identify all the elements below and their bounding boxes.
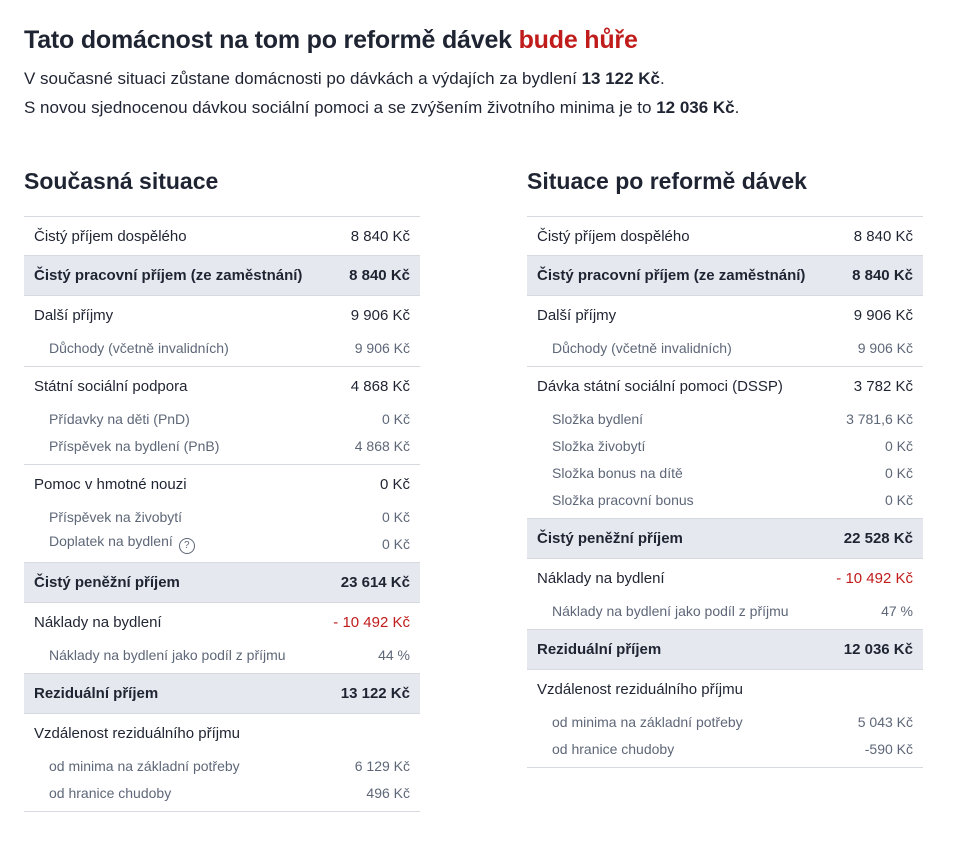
- page-title: [24, 24, 964, 56]
- other-income-group: [24, 296, 420, 367]
- table-subrow: od hranice chudoby -590 Kč: [552, 740, 913, 757]
- table-subrow: Doplatek na bydlení ? 0 Kč: [24, 530, 420, 557]
- summary-line-current: V současné situaci zůstane domácnosti po dávkách a výdajích za bydlení 13 122 Kč.: [24, 69, 665, 88]
- summary: [24, 64, 964, 122]
- table-subrow: Složka živobytí 0 Kč: [552, 437, 913, 454]
- housing-costs-group: [24, 603, 420, 674]
- table-row: Reziduální příjem 12 036 Kč: [537, 641, 913, 658]
- housing-costs-group: [527, 559, 923, 630]
- table-subrow: od minima na základní potřeby 5 043 Kč: [552, 713, 913, 730]
- summary-line-reform: S novou sjednocenou dávkou sociální pomoci a se zvýšením životního minima je to 12 036 Kč.: [24, 98, 740, 117]
- reform-situation-table: [527, 216, 923, 768]
- table-row: Čistý peněžní příjem 23 614 Kč: [34, 574, 410, 591]
- table-row: Náklady na bydlení - 10 492 Kč: [537, 569, 913, 587]
- dssp-group: [527, 367, 923, 519]
- net-money-group: [24, 563, 420, 603]
- net-work-group: [527, 256, 923, 296]
- current-situation-panel: [24, 166, 420, 812]
- table-row: Náklady na bydlení - 10 492 Kč: [34, 613, 410, 631]
- net-money-group: [527, 519, 923, 559]
- table-subrow: Složka bydlení 3 781,6 Kč: [552, 410, 913, 427]
- table-row: Vzdálenost reziduálního příjmu: [537, 680, 743, 698]
- table-subrow: Příspěvek na živobytí 0 Kč: [49, 508, 410, 525]
- table-subrow: Přídavky na děti (PnD) 0 Kč: [49, 410, 410, 427]
- net-adult-group: [24, 217, 420, 256]
- table-row: Další příjmy 9 906 Kč: [34, 306, 410, 324]
- reform-residual-value: 12 036 Kč: [656, 98, 735, 117]
- table-subrow: Příspěvek na bydlení (PnB) 4 868 Kč: [49, 437, 410, 454]
- table-row: Čistý pracovní příjem (ze zaměstnání) 8 840 Kč: [537, 267, 913, 284]
- current-situation-title: Současná situace: [24, 168, 219, 194]
- table-subrow: od hranice chudoby 496 Kč: [49, 784, 410, 801]
- table-row: Čistý příjem dospělého 8 840 Kč: [34, 227, 410, 245]
- table-row: Státní sociální podpora 4 868 Kč: [34, 377, 410, 395]
- table-subrow: Složka pracovní bonus 0 Kč: [552, 491, 913, 508]
- table-subrow: Náklady na bydlení jako podíl z příjmu 47 %: [552, 602, 913, 619]
- title-prefix: Tato domácnost na tom po reformě dávek: [24, 26, 512, 54]
- title-verdict: bude hůře: [518, 26, 638, 54]
- residual-group: [24, 674, 420, 714]
- question-circle-icon[interactable]: ?: [179, 538, 195, 554]
- net-work-group: [24, 256, 420, 296]
- table-row: Další příjmy 9 906 Kč: [537, 306, 913, 324]
- reform-situation-title: Situace po reformě dávek: [527, 168, 807, 194]
- table-row: Čistý příjem dospělého 8 840 Kč: [537, 227, 913, 245]
- table-row: Čistý peněžní příjem 22 528 Kč: [537, 530, 913, 547]
- table-subrow: od minima na základní potřeby 6 129 Kč: [49, 757, 410, 774]
- table-subrow: Důchody (včetně invalidních) 9 906 Kč: [49, 339, 410, 356]
- distance-group: [527, 670, 923, 768]
- table-row: Čistý pracovní příjem (ze zaměstnání) 8 840 Kč: [34, 267, 410, 284]
- state-support-group: [24, 367, 420, 465]
- material-need-group: [24, 465, 420, 563]
- current-situation-table: [24, 216, 420, 812]
- table-row: Dávka státní sociální pomoci (DSSP) 3 782 Kč: [537, 377, 913, 395]
- other-income-group: [527, 296, 923, 367]
- reform-situation-panel: [527, 166, 923, 768]
- net-adult-group: [527, 217, 923, 256]
- table-subrow: Důchody (včetně invalidních) 9 906 Kč: [552, 339, 913, 356]
- table-subrow: Náklady na bydlení jako podíl z příjmu 44 %: [49, 646, 410, 663]
- current-residual-value: 13 122 Kč: [581, 69, 661, 88]
- table-row: Vzdálenost reziduálního příjmu: [34, 724, 240, 742]
- table-row: Reziduální příjem 13 122 Kč: [34, 685, 410, 702]
- distance-group: [24, 714, 420, 812]
- table-subrow: Složka bonus na dítě 0 Kč: [552, 464, 913, 481]
- residual-group: [527, 630, 923, 670]
- table-row: Pomoc v hmotné nouzi 0 Kč: [34, 475, 410, 493]
